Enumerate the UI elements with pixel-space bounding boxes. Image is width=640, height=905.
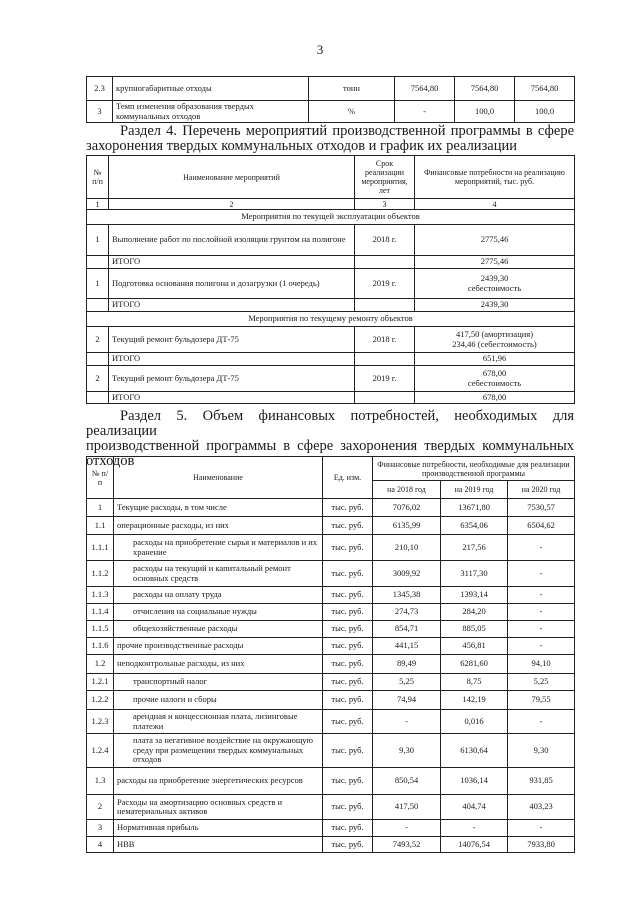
row-value-2018: 210,10 <box>373 535 441 561</box>
table-row <box>87 638 575 655</box>
total-label: ИТОГО <box>109 299 355 312</box>
table-row <box>87 674 575 691</box>
table-row <box>87 734 575 768</box>
row-num: 2.3 <box>87 77 113 101</box>
row-finance: 417,50 (амортизация) <box>455 329 534 339</box>
section5-title-line1: Раздел 5. Объем финансовых потребностей, необходимых для реализации <box>86 408 574 439</box>
row-value-2020: 9,30 <box>508 734 575 768</box>
header-num: № п/п <box>87 156 109 199</box>
table-row <box>87 77 575 101</box>
table-row <box>87 837 575 853</box>
row-finance: 2775,46 <box>415 225 575 256</box>
row-name: прочие производственные расходы <box>114 638 323 655</box>
table-row <box>87 225 575 256</box>
table-row <box>87 499 575 517</box>
row-value-2020: - <box>508 561 575 587</box>
row-unit: тыс. руб. <box>323 517 373 535</box>
row-value: 7564,80 <box>395 77 455 101</box>
row-value-2020: - <box>508 604 575 621</box>
row-value-2020: - <box>508 820 575 837</box>
col-number: 3 <box>355 199 415 210</box>
row-num: 1.1.3 <box>87 587 114 604</box>
table-row <box>87 621 575 638</box>
table-row <box>87 655 575 674</box>
row-value: 100,0 <box>515 101 575 123</box>
row-value-2018: 1345,38 <box>373 587 441 604</box>
total-value: 651,96 <box>415 353 575 366</box>
table-row <box>87 820 575 837</box>
row-unit: тыс. руб. <box>323 535 373 561</box>
header-finance: Финансовые потребности, необходимые для реализации производственной программы <box>373 457 575 481</box>
section5-title-line3: отходов <box>86 453 135 469</box>
group-row <box>87 210 575 225</box>
row-num: 1.1 <box>87 517 114 535</box>
row-num: 1.2.3 <box>87 710 114 734</box>
table-row <box>87 768 575 795</box>
row-unit: тыс. руб. <box>323 587 373 604</box>
section4-table <box>86 155 575 404</box>
row-unit: тыс. руб. <box>323 638 373 655</box>
table-row <box>87 604 575 621</box>
section5-title-line2: производственной программы в сфере захоронения твердых коммунальных <box>86 438 574 454</box>
row-name: Расходы на амортизацию основных средств и нематериальных активов <box>114 795 323 820</box>
row-name: Текущие расходы, в том числе <box>114 499 323 517</box>
row-value-2019: 6354,06 <box>441 517 508 535</box>
row-value-2018: 9,30 <box>373 734 441 768</box>
row-num: 1.2.4 <box>87 734 114 768</box>
row-unit: тыс. руб. <box>323 499 373 517</box>
row-finance: 2439,30 <box>480 273 509 283</box>
row-value-2018: 850,54 <box>373 768 441 795</box>
row-value-2020: 5,25 <box>508 674 575 691</box>
table-row <box>87 795 575 820</box>
row-num: 1 <box>87 499 114 517</box>
total-label: ИТОГО <box>109 256 355 269</box>
header-finance: Финансовые потребности на реализацию мероприятий, тыс. руб. <box>415 156 575 199</box>
row-num: 1.1.6 <box>87 638 114 655</box>
row-name: Темп изменения образования твердых коммунальных отходов <box>113 101 309 123</box>
row-value-2020: - <box>508 587 575 604</box>
row-value-2019: 3117,30 <box>441 561 508 587</box>
table-row <box>87 517 575 535</box>
row-value-2018: - <box>373 820 441 837</box>
row-name: Подготовка основания полигона и дозагрузки (1 очередь) <box>109 269 355 299</box>
header-unit: Ед. изм. <box>323 457 373 499</box>
row-value-2019: 6130,64 <box>441 734 508 768</box>
top-table <box>86 76 575 123</box>
total-row <box>87 299 575 312</box>
row-unit: тыс. руб. <box>323 655 373 674</box>
row-value-2019: 456,81 <box>441 638 508 655</box>
row-value-2020: 79,55 <box>508 691 575 710</box>
row-num: 2 <box>87 366 109 392</box>
row-num: 1.3 <box>87 768 114 795</box>
table-row <box>87 561 575 587</box>
row-unit: тыс. руб. <box>323 795 373 820</box>
row-value-2019: 284,20 <box>441 604 508 621</box>
row-value-2019: 8,75 <box>441 674 508 691</box>
row-name: расходы на приобретение сырья и материалов и их хранение <box>114 535 323 561</box>
header-year-2020: на 2020 год <box>508 481 575 499</box>
row-name: расходы на текущий и капитальный ремонт основных средств <box>114 561 323 587</box>
row-name: расходы на оплату труда <box>114 587 323 604</box>
row-value-2018: 89,49 <box>373 655 441 674</box>
row-name: плата за негативное воздействие на окружающую среду при размещении твердых коммунальных отходов <box>114 734 323 768</box>
row-unit: тыс. руб. <box>323 768 373 795</box>
row-value-2018: 417,50 <box>373 795 441 820</box>
row-value-2019: 885,05 <box>441 621 508 638</box>
row-value-2020: - <box>508 638 575 655</box>
column-number-row <box>87 199 575 210</box>
row-value-2020: - <box>508 621 575 638</box>
row-value-2019: 217,56 <box>441 535 508 561</box>
table-row <box>87 710 575 734</box>
row-name: крупногабаритные отходы <box>113 77 309 101</box>
row-finance: 678,00 <box>482 368 507 378</box>
row-value-2020: - <box>508 535 575 561</box>
row-term: 2018 г. <box>355 327 415 353</box>
section4-title-line2: захоронения твердых коммунальных отходов и график их реализации <box>86 138 518 154</box>
row-unit: тыс. руб. <box>323 820 373 837</box>
row-value-2018: 274,73 <box>373 604 441 621</box>
row-value-2018: - <box>373 710 441 734</box>
table-row <box>87 366 575 392</box>
row-num: 1.1.4 <box>87 604 114 621</box>
total-value: 2775,46 <box>415 256 575 269</box>
row-name: Выполнение работ по послойной изоляции грунтом на полигоне <box>109 225 355 256</box>
row-value: 7564,80 <box>455 77 515 101</box>
section5-table <box>86 453 575 853</box>
row-value-2018: 441,15 <box>373 638 441 655</box>
col-number: 1 <box>87 199 109 210</box>
header-year-2019: на 2019 год <box>441 481 508 499</box>
row-name: операционные расходы, из них <box>114 517 323 535</box>
row-value-2019: 14076,54 <box>441 837 508 853</box>
row-value-2018: 7076,02 <box>373 499 441 517</box>
row-finance-note: себестоимость <box>467 282 522 293</box>
row-unit: тыс. руб. <box>323 691 373 710</box>
row-num: 1.1.2 <box>87 561 114 587</box>
row-value-2019: 1036,14 <box>441 768 508 795</box>
row-name: отчисления на социальные нужды <box>114 604 323 621</box>
row-value-2019: 0,016 <box>441 710 508 734</box>
row-value-2018: 5,25 <box>373 674 441 691</box>
row-finance-note: себестоимость <box>467 377 522 388</box>
row-value-2019: - <box>441 820 508 837</box>
total-value: 678,00 <box>415 392 575 404</box>
row-name: неподконтрольные расходы, из них <box>114 655 323 674</box>
row-value-2019: 6281,60 <box>441 655 508 674</box>
page-number: 3 <box>316 42 324 57</box>
table-row <box>87 269 575 299</box>
row-num: 1.2.2 <box>87 691 114 710</box>
col-number: 2 <box>109 199 355 210</box>
col-number: 4 <box>415 199 575 210</box>
row-name: прочие налоги и сборы <box>114 691 323 710</box>
section4-title-line1: Раздел 4. Перечень мероприятий производственной программы в сфере <box>120 123 574 139</box>
row-num: 4 <box>87 837 114 853</box>
row-value-2019: 13671,80 <box>441 499 508 517</box>
row-value-2018: 74,94 <box>373 691 441 710</box>
row-name: НВВ <box>114 837 323 853</box>
total-row <box>87 392 575 404</box>
row-unit: тыс. руб. <box>323 710 373 734</box>
row-term: 2019 г. <box>355 366 415 392</box>
row-name: общехозяйственные расходы <box>114 621 323 638</box>
row-finance-note: 234,46 (себестоимость) <box>452 338 537 349</box>
row-value-2020: 7933,80 <box>508 837 575 853</box>
row-num: 1.1.5 <box>87 621 114 638</box>
row-value-2018: 7493,52 <box>373 837 441 853</box>
table-row <box>87 691 575 710</box>
row-unit: тыс. руб. <box>323 621 373 638</box>
row-value: 7564,80 <box>515 77 575 101</box>
header-name: Наименование <box>114 457 323 499</box>
row-term: 2019 г. <box>355 269 415 299</box>
table-header-row <box>87 156 575 199</box>
row-name: транспортный налог <box>114 674 323 691</box>
row-num: 1 <box>87 269 109 299</box>
table-row <box>87 587 575 604</box>
total-label: ИТОГО <box>109 353 355 366</box>
table-row <box>87 101 575 123</box>
row-name: расходы на приобретение энергетических ресурсов <box>114 768 323 795</box>
row-name: Нормативная прибыль <box>114 820 323 837</box>
row-value-2019: 404,74 <box>441 795 508 820</box>
group-row <box>87 312 575 327</box>
row-num: 1.2.1 <box>87 674 114 691</box>
row-value-2019: 1393,14 <box>441 587 508 604</box>
section4-title <box>86 124 574 154</box>
row-value-2019: 142,19 <box>441 691 508 710</box>
row-value: - <box>395 101 455 123</box>
row-unit: тыс. руб. <box>323 561 373 587</box>
row-value-2018: 3009,92 <box>373 561 441 587</box>
row-unit: тыс. руб. <box>323 837 373 853</box>
table-header-row <box>87 457 575 481</box>
row-unit: тонн <box>309 77 395 101</box>
row-unit: тыс. руб. <box>323 734 373 768</box>
row-num: 1 <box>87 225 109 256</box>
row-value-2020: 403,23 <box>508 795 575 820</box>
table-row <box>87 327 575 353</box>
total-value: 2439,30 <box>415 299 575 312</box>
row-unit: % <box>309 101 395 123</box>
table-row <box>87 535 575 561</box>
total-row <box>87 256 575 269</box>
group-title: Мероприятия по текущей эксплуатации объектов <box>87 210 575 225</box>
header-year-2018: на 2018 год <box>373 481 441 499</box>
row-value-2020: 94,10 <box>508 655 575 674</box>
row-num: 3 <box>87 101 113 123</box>
row-num: 2 <box>87 327 109 353</box>
group-title: Мероприятия по текущему ремонту объектов <box>87 312 575 327</box>
header-term: Срок реализации мероприятия, лет <box>355 156 415 199</box>
total-row <box>87 353 575 366</box>
row-value: 100,0 <box>455 101 515 123</box>
row-value-2020: 7530,57 <box>508 499 575 517</box>
row-unit: тыс. руб. <box>323 674 373 691</box>
row-num: 1.1.1 <box>87 535 114 561</box>
row-value-2020: 931,85 <box>508 768 575 795</box>
row-num: 3 <box>87 820 114 837</box>
row-name: Текущий ремонт бульдозера ДТ-75 <box>109 366 355 392</box>
total-label: ИТОГО <box>109 392 355 404</box>
row-value-2018: 854,71 <box>373 621 441 638</box>
row-value-2020: 6504,62 <box>508 517 575 535</box>
row-num: 1.2 <box>87 655 114 674</box>
row-value-2020: - <box>508 710 575 734</box>
row-name: Текущий ремонт бульдозера ДТ-75 <box>109 327 355 353</box>
row-name: арендная и концессионная плата, лизинговые платежи <box>114 710 323 734</box>
row-term: 2018 г. <box>355 225 415 256</box>
row-num: 2 <box>87 795 114 820</box>
header-num: № п/п <box>87 457 114 499</box>
row-value-2018: 6135,99 <box>373 517 441 535</box>
header-name: Наименование мероприятий <box>109 156 355 199</box>
row-unit: тыс. руб. <box>323 604 373 621</box>
